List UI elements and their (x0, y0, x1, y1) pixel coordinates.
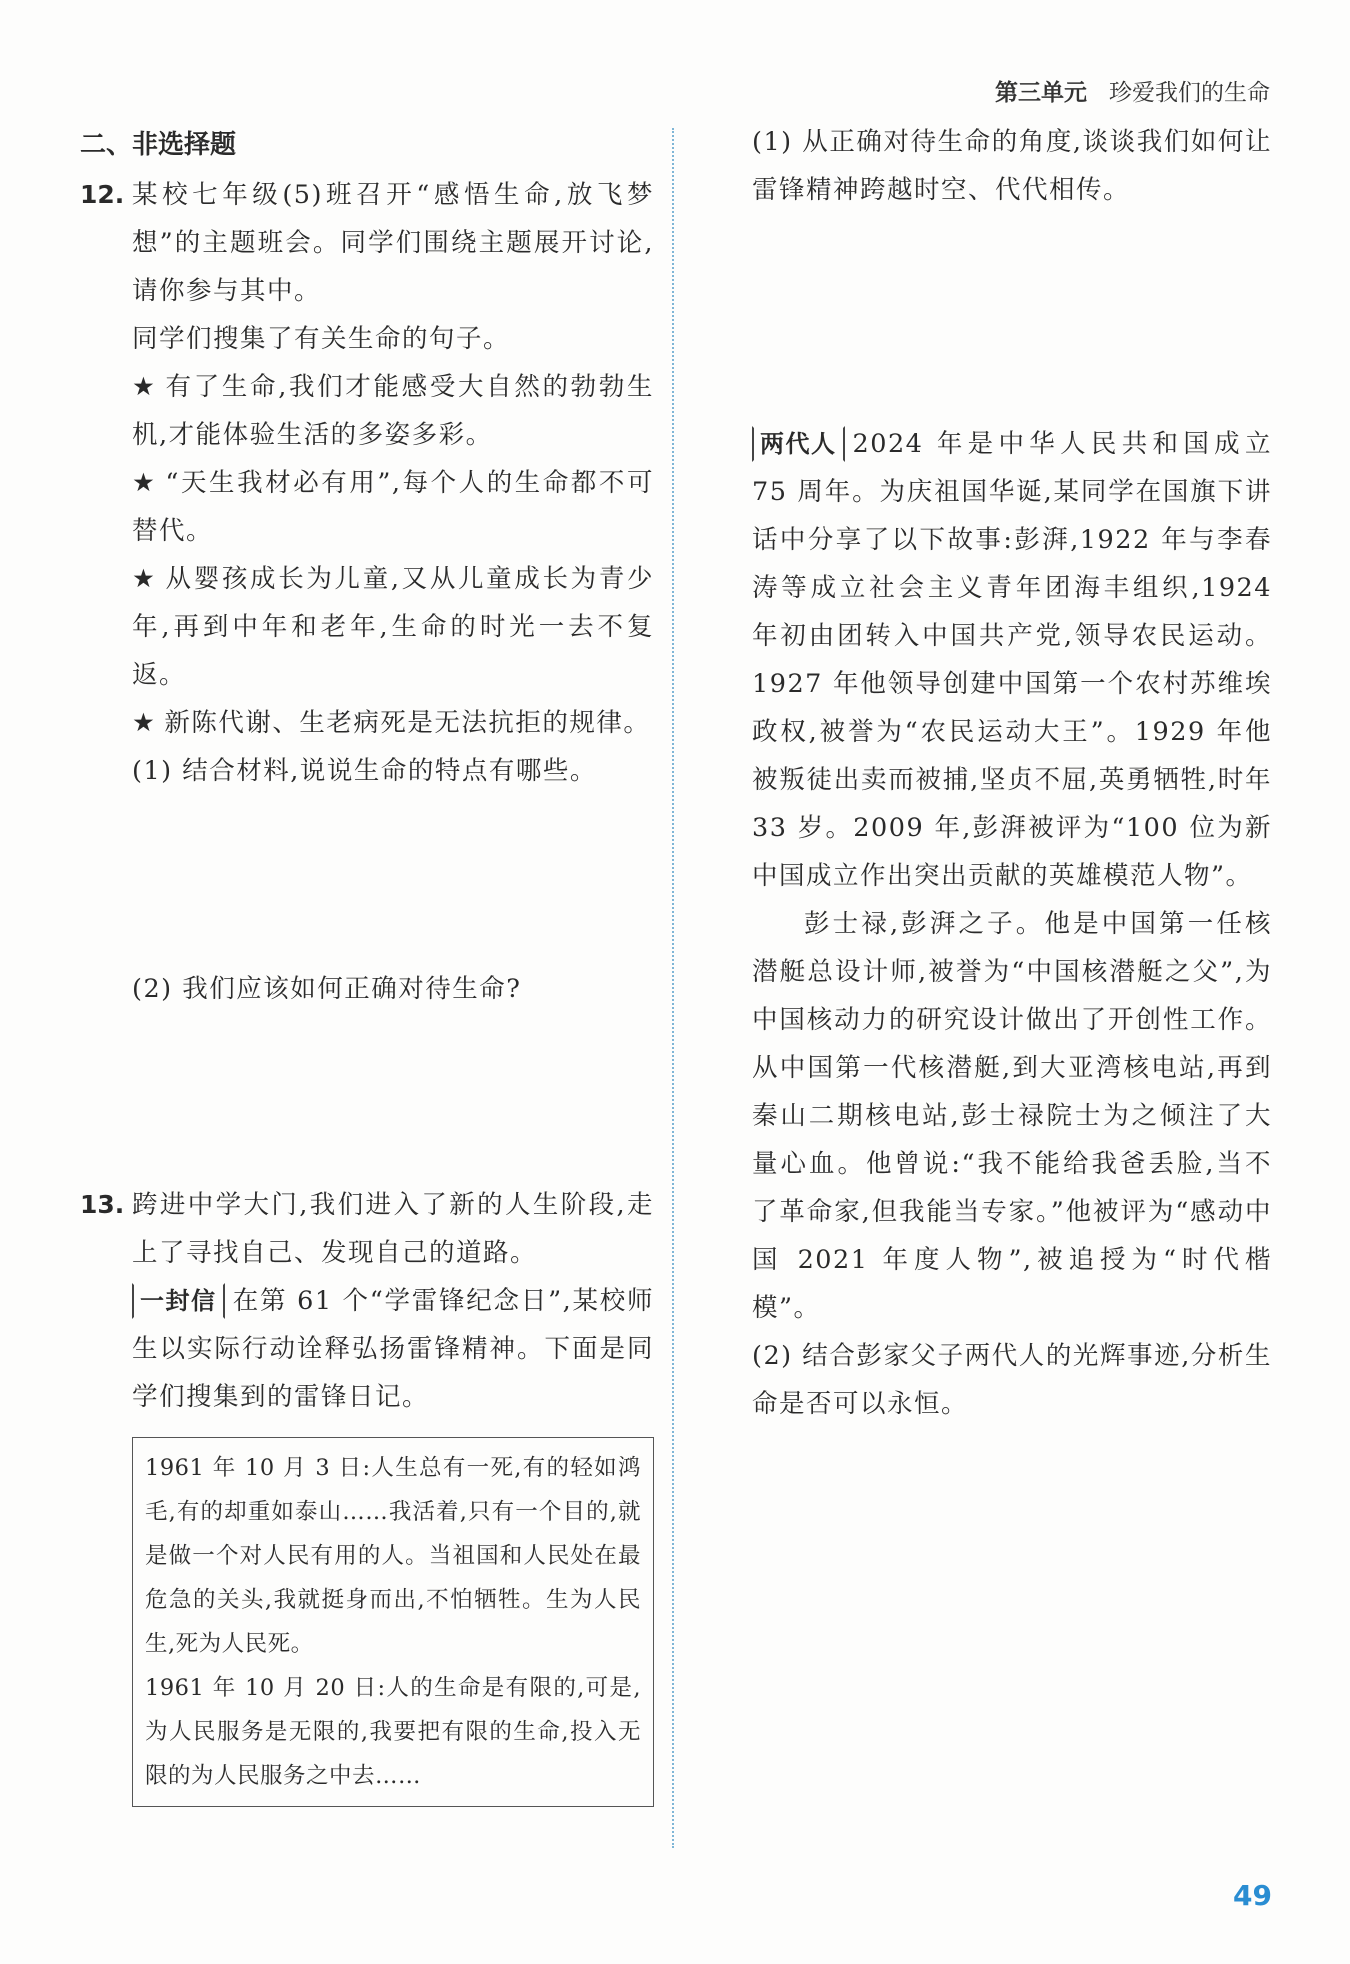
quote-item (132, 555, 654, 699)
sub-question-1: (1) 结合材料,说说生命的特点有哪些。 (132, 756, 597, 786)
column-divider (672, 128, 674, 1848)
left-column (80, 118, 654, 1807)
quote-text: 从婴孩成长为儿童,又从儿童成长为青少年,再到中年和老年,生命的时光一去不复返。 (132, 564, 654, 690)
section-title: 二、非选择题 (80, 130, 237, 160)
question-intro: 某校七年级(5)班召开“感悟生命,放飞梦想”的主题班会。同学们围绕主题展开讨论,请你参与其中。 (132, 180, 654, 306)
question-12-body (80, 315, 654, 1181)
diary-box (132, 1437, 654, 1807)
material-paragraph: 彭士禄,彭湃之子。他是中国第一任核潜艇总设计师,被誉为“中国核潜艇之父”,为中国核动力的研究设计做出了开创性工作。从中国第一代核潜艇,到大亚湾核电站,再到秦山二期核电站,彭士禄院士为之倾注了大量心血。他曾说:“我不能给我爸丢脸,当不了革命家,但我能当专家。”他被评为“感动中国 2021 年度人物”,被追授为“时代楷模”。 (752, 909, 1272, 1323)
material-tag: 两代人 (752, 426, 845, 462)
quote-lead: 同学们搜集了有关生命的句子。 (132, 324, 511, 354)
sub-question-2: (2) 我们应该如何正确对待生命? (132, 974, 522, 1004)
quote-text: 新陈代谢、生老病死是无法抗拒的规律。 (164, 708, 651, 738)
question-number: 13. (80, 1190, 125, 1219)
answer-space (752, 214, 1272, 420)
quote-text: “天生我材必有用”,每个人的生命都不可替代。 (132, 468, 654, 546)
quote-item (132, 459, 654, 555)
answer-space (132, 1013, 654, 1181)
question-13-body (80, 1277, 654, 1421)
star-icon: ★ (132, 372, 158, 402)
diary-entry: 1961 年 10 月 20 日:人的生命是有限的,可是,为人民服务是无限的,我要把有限的生命,投入无限的为人民服务之中去…… (145, 1675, 641, 1789)
sub-question-2: (2) 结合彭家父子两代人的光辉事迹,分析生命是否可以永恒。 (752, 1341, 1272, 1419)
quote-item (132, 363, 654, 459)
quote-text: 有了生命,我们才能感受大自然的勃勃生机,才能体验生活的多姿多彩。 (132, 372, 654, 450)
letter-text: 在第 61 个“学雷锋纪念日”,某校师生以实际行动诠释弘扬雷锋精神。下面是同学们搜集到的雷锋日记。 (132, 1286, 654, 1412)
question-number: 12. (80, 180, 125, 209)
diary-entry: 1961 年 10 月 3 日:人生总有一死,有的轻如鸿毛,有的却重如泰山……我活着,只有一个目的,就是做一个对人民有用的人。当祖国和人民处在最危急的关头,我就挺身而出,不怕牺牲。生为人民生,死为人民死。 (145, 1455, 641, 1657)
unit-label: 第三单元 (995, 80, 1087, 106)
quote-item (132, 699, 654, 747)
letter-material (132, 1277, 654, 1421)
right-column (752, 118, 1272, 1428)
sub-question-1: (1) 从正确对待生命的角度,谈谈我们如何让雷锋精神跨越时空、代代相传。 (752, 127, 1272, 205)
page-header (995, 74, 1270, 107)
star-icon: ★ (132, 564, 158, 594)
answer-space (132, 795, 654, 965)
material-tag: 一封信 (132, 1283, 225, 1319)
unit-title: 珍爱我们的生命 (1109, 80, 1270, 106)
question-intro: 跨进中学大门,我们进入了新的人生阶段,走上了寻找自己、发现自己的道路。 (132, 1190, 654, 1268)
page-number: 49 (1233, 1879, 1272, 1912)
question-13 (80, 1181, 654, 1277)
two-generations-material (752, 420, 1272, 900)
star-icon: ★ (132, 468, 158, 498)
question-12 (80, 171, 654, 315)
star-icon: ★ (132, 708, 157, 738)
material-text: 2024 年是中华人民共和国成立 75 周年。为庆祖国华诞,某同学在国旗下讲话中分享了以下故事:彭湃,1922 年与李春涛等成立社会主义青年团海丰组织,1924 年初由团转入中国共产党,领导农民运动。1927 年他领导创建中国第一个农村苏维埃政权,被誉为“农民运动大王”。1929 年他被叛徒出卖而被捕,坚贞不屈,英勇牺牲,时年 33 岁。2009 年,彭湃被评为“100 位为新中国成立作出突出贡献的英雄模范人物”。 (752, 429, 1272, 891)
